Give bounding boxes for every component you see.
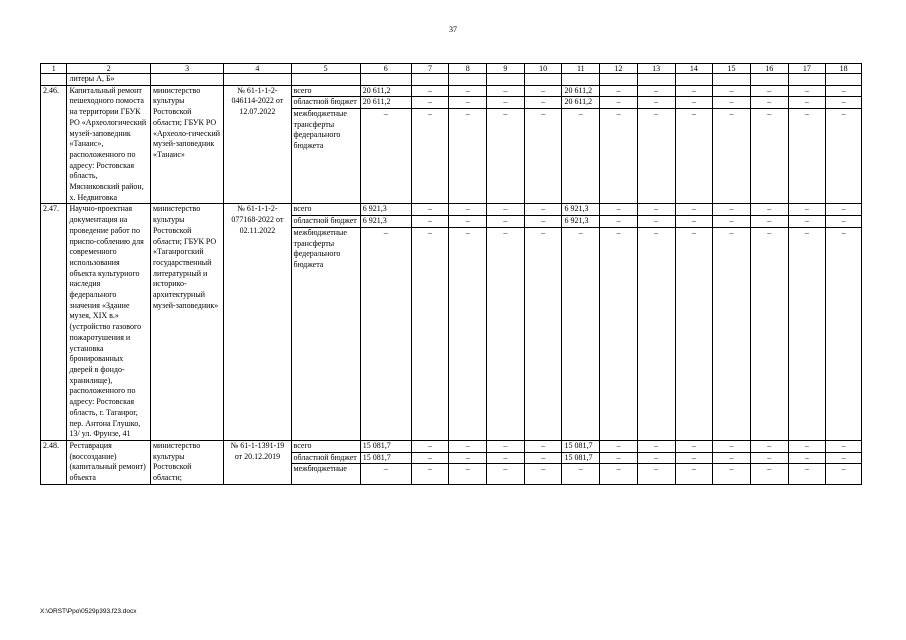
funding-value: – (428, 85, 433, 95)
value-cell (713, 440, 751, 484)
funding-value: – (541, 85, 546, 95)
funding-value: – (751, 96, 788, 108)
funding-value: 20 611,2 (562, 96, 599, 108)
column-number: 9 (487, 64, 525, 74)
funding-value: 15 081,7 (361, 452, 411, 464)
funding-value: – (826, 215, 861, 227)
funding-value: – (361, 108, 411, 120)
funding-value: – (600, 96, 637, 108)
value-cell (788, 440, 826, 484)
funding-sources (291, 204, 360, 440)
funding-value: 15 081,7 (562, 452, 599, 464)
value-cell (788, 85, 826, 204)
funding-value: – (826, 463, 861, 475)
funding-value: – (525, 227, 562, 239)
funding-source-label: всего (293, 204, 312, 214)
funding-value: – (412, 108, 449, 120)
funding-value: 15 081,7 (362, 440, 391, 450)
funding-value: – (826, 227, 861, 239)
column-number: 16 (750, 64, 788, 74)
funding-value: – (804, 440, 809, 450)
funding-value: – (676, 227, 713, 239)
funding-value: – (638, 215, 675, 227)
column-number: 6 (360, 64, 411, 74)
value-cell (675, 85, 713, 204)
column-number: 4 (224, 64, 291, 74)
funding-value: – (487, 463, 524, 475)
funding-source-label: межбюджетные (292, 463, 360, 475)
value-cell (826, 85, 862, 204)
funding-value: – (654, 204, 659, 214)
funding-value: – (638, 96, 675, 108)
value-cell (524, 440, 562, 484)
funding-value: – (654, 440, 659, 450)
value-cell (675, 204, 713, 440)
column-number: 8 (449, 64, 487, 74)
funding-value: – (562, 108, 599, 120)
funding-source-label: всего (293, 85, 312, 95)
funding-value: – (361, 463, 411, 475)
value-cell (562, 440, 600, 484)
column-number: 3 (150, 64, 223, 74)
value-cell (637, 85, 675, 204)
funding-value: – (751, 108, 788, 120)
value-cell (750, 85, 788, 204)
continuation-row (41, 74, 862, 86)
funding-value: – (616, 440, 621, 450)
funding-value: – (804, 85, 809, 95)
funding-value: – (676, 108, 713, 120)
customer: министерство культуры Ростовской области; (150, 440, 223, 484)
funding-value: – (638, 108, 675, 120)
table-row (41, 204, 862, 440)
funding-value: – (449, 96, 486, 108)
funding-value: – (541, 440, 546, 450)
row-number: 2.48. (41, 440, 67, 484)
value-cell (713, 204, 751, 440)
value-cell (562, 85, 600, 204)
funding-value: – (487, 96, 524, 108)
object-name: Реставрация (воссоздание) (капитальный ремонт) объекта (67, 440, 151, 484)
file-path-footer: X:\ORST\Ppo\0529p393.f23.docx (40, 608, 137, 615)
funding-source-label: межбюджетные трансферты федерального бюджета (292, 227, 360, 271)
funding-value: – (428, 440, 433, 450)
funding-value: 20 611,2 (361, 96, 411, 108)
funding-source-label: областной бюджет (292, 96, 360, 108)
funding-value: – (841, 204, 846, 214)
funding-value: – (616, 204, 621, 214)
funding-value: – (503, 85, 508, 95)
funding-value: 6 921,3 (361, 215, 411, 227)
column-number: 2 (67, 64, 151, 74)
funding-value: – (767, 440, 772, 450)
funding-value: – (525, 215, 562, 227)
funding-value: – (751, 452, 788, 464)
funding-value: – (487, 227, 524, 239)
funding-value: – (465, 204, 470, 214)
row-number: 2.47. (41, 204, 67, 440)
value-cell (487, 440, 525, 484)
funding-value: – (525, 108, 562, 120)
funding-value: – (713, 108, 750, 120)
column-number: 15 (713, 64, 751, 74)
funding-value: – (804, 204, 809, 214)
funding-value: – (751, 215, 788, 227)
value-cell (449, 204, 487, 440)
column-number: 13 (637, 64, 675, 74)
row-number: 2.46. (41, 85, 67, 204)
funding-sources (291, 85, 360, 204)
funding-value: – (449, 227, 486, 239)
column-number: 17 (788, 64, 826, 74)
funding-value: 20 611,2 (362, 85, 391, 95)
value-cell (600, 85, 638, 204)
column-number: 5 (291, 64, 360, 74)
funding-value: – (465, 440, 470, 450)
funding-value: – (789, 452, 826, 464)
page-number: 37 (449, 25, 457, 34)
funding-value: – (789, 108, 826, 120)
value-cell (826, 440, 862, 484)
funding-value: 15 081,7 (564, 440, 593, 450)
funding-value: – (361, 227, 411, 239)
funding-value: – (691, 204, 696, 214)
column-number: 18 (826, 64, 862, 74)
funding-value: – (562, 463, 599, 475)
funding-value: – (729, 440, 734, 450)
funding-value: – (465, 85, 470, 95)
funding-value: – (691, 85, 696, 95)
funding-value: – (676, 215, 713, 227)
funding-value: 20 611,2 (564, 85, 593, 95)
funding-value: 6 921,3 (362, 204, 387, 214)
value-cell (360, 204, 411, 440)
funding-value: – (600, 108, 637, 120)
value-cell (713, 85, 751, 204)
value-cell (487, 85, 525, 204)
table-row (41, 440, 862, 484)
funding-value: 6 921,3 (562, 215, 599, 227)
column-number: 12 (600, 64, 638, 74)
object-name: Научно-проектная документация на проведение работ по приспо-соблению для современного использования объекта культурного наследия федерального значения «Здание музея, XIX в.» (устройство газового пожаротушения и установка бронированных дверей в фондо-хранилище), расположенного по адресу: Ростовская область, г. Таганрог, пер. Антона Глушко, 13/ ул. Фрунзе, 41 (67, 204, 151, 440)
funding-value: – (713, 227, 750, 239)
value-cell (826, 204, 862, 440)
funding-value: – (600, 215, 637, 227)
funding-value: – (600, 452, 637, 464)
column-number: 1 (41, 64, 67, 74)
funding-value: – (676, 96, 713, 108)
funding-value: – (600, 463, 637, 475)
value-cell (449, 85, 487, 204)
funding-value: – (789, 96, 826, 108)
column-number: 7 (411, 64, 449, 74)
object-name: Капитальный ремонт пешеходного помоста на территории ГБУК РО «Археологический музей-заповедник «Танаис», расположенного по адресу: Ростовская область, Мясниковский район, х. Недвиговка (67, 85, 151, 204)
funding-value: – (654, 85, 659, 95)
funding-value: – (412, 227, 449, 239)
funding-value: – (841, 85, 846, 95)
funding-value: – (503, 440, 508, 450)
funding-source-label: всего (293, 440, 312, 450)
funding-value: – (428, 204, 433, 214)
value-cell (600, 204, 638, 440)
funding-value: – (713, 463, 750, 475)
header-row (41, 64, 862, 74)
value-cell (637, 204, 675, 440)
funding-value: – (729, 204, 734, 214)
value-cell (524, 204, 562, 440)
value-cell (562, 204, 600, 440)
value-cell (411, 440, 449, 484)
funding-value: – (826, 108, 861, 120)
funding-value: – (525, 463, 562, 475)
funding-value: – (789, 227, 826, 239)
funding-source-label: областной бюджет (292, 215, 360, 227)
funding-value: – (412, 96, 449, 108)
funding-value: – (751, 227, 788, 239)
funding-value: – (729, 85, 734, 95)
funding-value: – (713, 215, 750, 227)
funding-value: – (713, 452, 750, 464)
funding-value: – (487, 215, 524, 227)
funding-value: – (789, 215, 826, 227)
value-cell (449, 440, 487, 484)
funding-value: 6 921,3 (564, 204, 589, 214)
funding-value: – (638, 463, 675, 475)
value-cell (788, 204, 826, 440)
funding-value: – (412, 463, 449, 475)
funding-value: – (412, 452, 449, 464)
value-cell (487, 204, 525, 440)
funding-value: – (616, 85, 621, 95)
value-cell (524, 85, 562, 204)
table-row (41, 85, 862, 204)
funding-value: – (600, 227, 637, 239)
value-cell (637, 440, 675, 484)
funding-value: – (676, 463, 713, 475)
funding-value: – (412, 215, 449, 227)
funding-source-label: областной бюджет (292, 452, 360, 464)
value-cell (600, 440, 638, 484)
funding-value: – (449, 463, 486, 475)
program-table (40, 63, 862, 485)
value-cell (360, 85, 411, 204)
value-cell (360, 440, 411, 484)
value-cell (411, 204, 449, 440)
funding-value: – (487, 108, 524, 120)
funding-value: – (562, 227, 599, 239)
funding-value: – (767, 204, 772, 214)
column-number: 11 (562, 64, 600, 74)
funding-value: – (789, 463, 826, 475)
funding-sources (291, 440, 360, 484)
continuation-name: литеры А, Б» (67, 74, 151, 86)
customer: министерство культуры Ростовской области; ГБУК РО «Археоло-гический музей-заповедник «Танаис» (150, 85, 223, 204)
funding-value: – (525, 96, 562, 108)
value-cell (750, 204, 788, 440)
document-ref: № 61-1-1-2-046114-2022 от 12.07.2022 (224, 85, 291, 204)
funding-value: – (541, 204, 546, 214)
funding-value: – (449, 452, 486, 464)
funding-value: – (525, 452, 562, 464)
funding-value: – (713, 96, 750, 108)
value-cell (411, 85, 449, 204)
funding-value: – (751, 463, 788, 475)
document-ref: № 61-1-1-2-077168-2022 от 02.11.2022 (224, 204, 291, 440)
funding-value: – (487, 452, 524, 464)
funding-value: – (503, 204, 508, 214)
funding-value: – (449, 108, 486, 120)
value-cell (675, 440, 713, 484)
funding-value: – (676, 452, 713, 464)
customer: министерство культуры Ростовской области; ГБУК РО «Таганрогский государственный литературный и историко-архитектурный музей-заповедник» (150, 204, 223, 440)
funding-value: – (826, 452, 861, 464)
funding-source-label: межбюджетные трансферты федерального бюджета (292, 108, 360, 152)
value-cell (750, 440, 788, 484)
funding-value: – (767, 85, 772, 95)
column-number: 10 (524, 64, 562, 74)
funding-value: – (841, 440, 846, 450)
column-number: 14 (675, 64, 713, 74)
funding-value: – (638, 227, 675, 239)
funding-value: – (691, 440, 696, 450)
funding-value: – (826, 96, 861, 108)
funding-value: – (638, 452, 675, 464)
document-ref: № 61-1-1391-19 от 20.12.2019 (224, 440, 291, 484)
funding-value: – (449, 215, 486, 227)
